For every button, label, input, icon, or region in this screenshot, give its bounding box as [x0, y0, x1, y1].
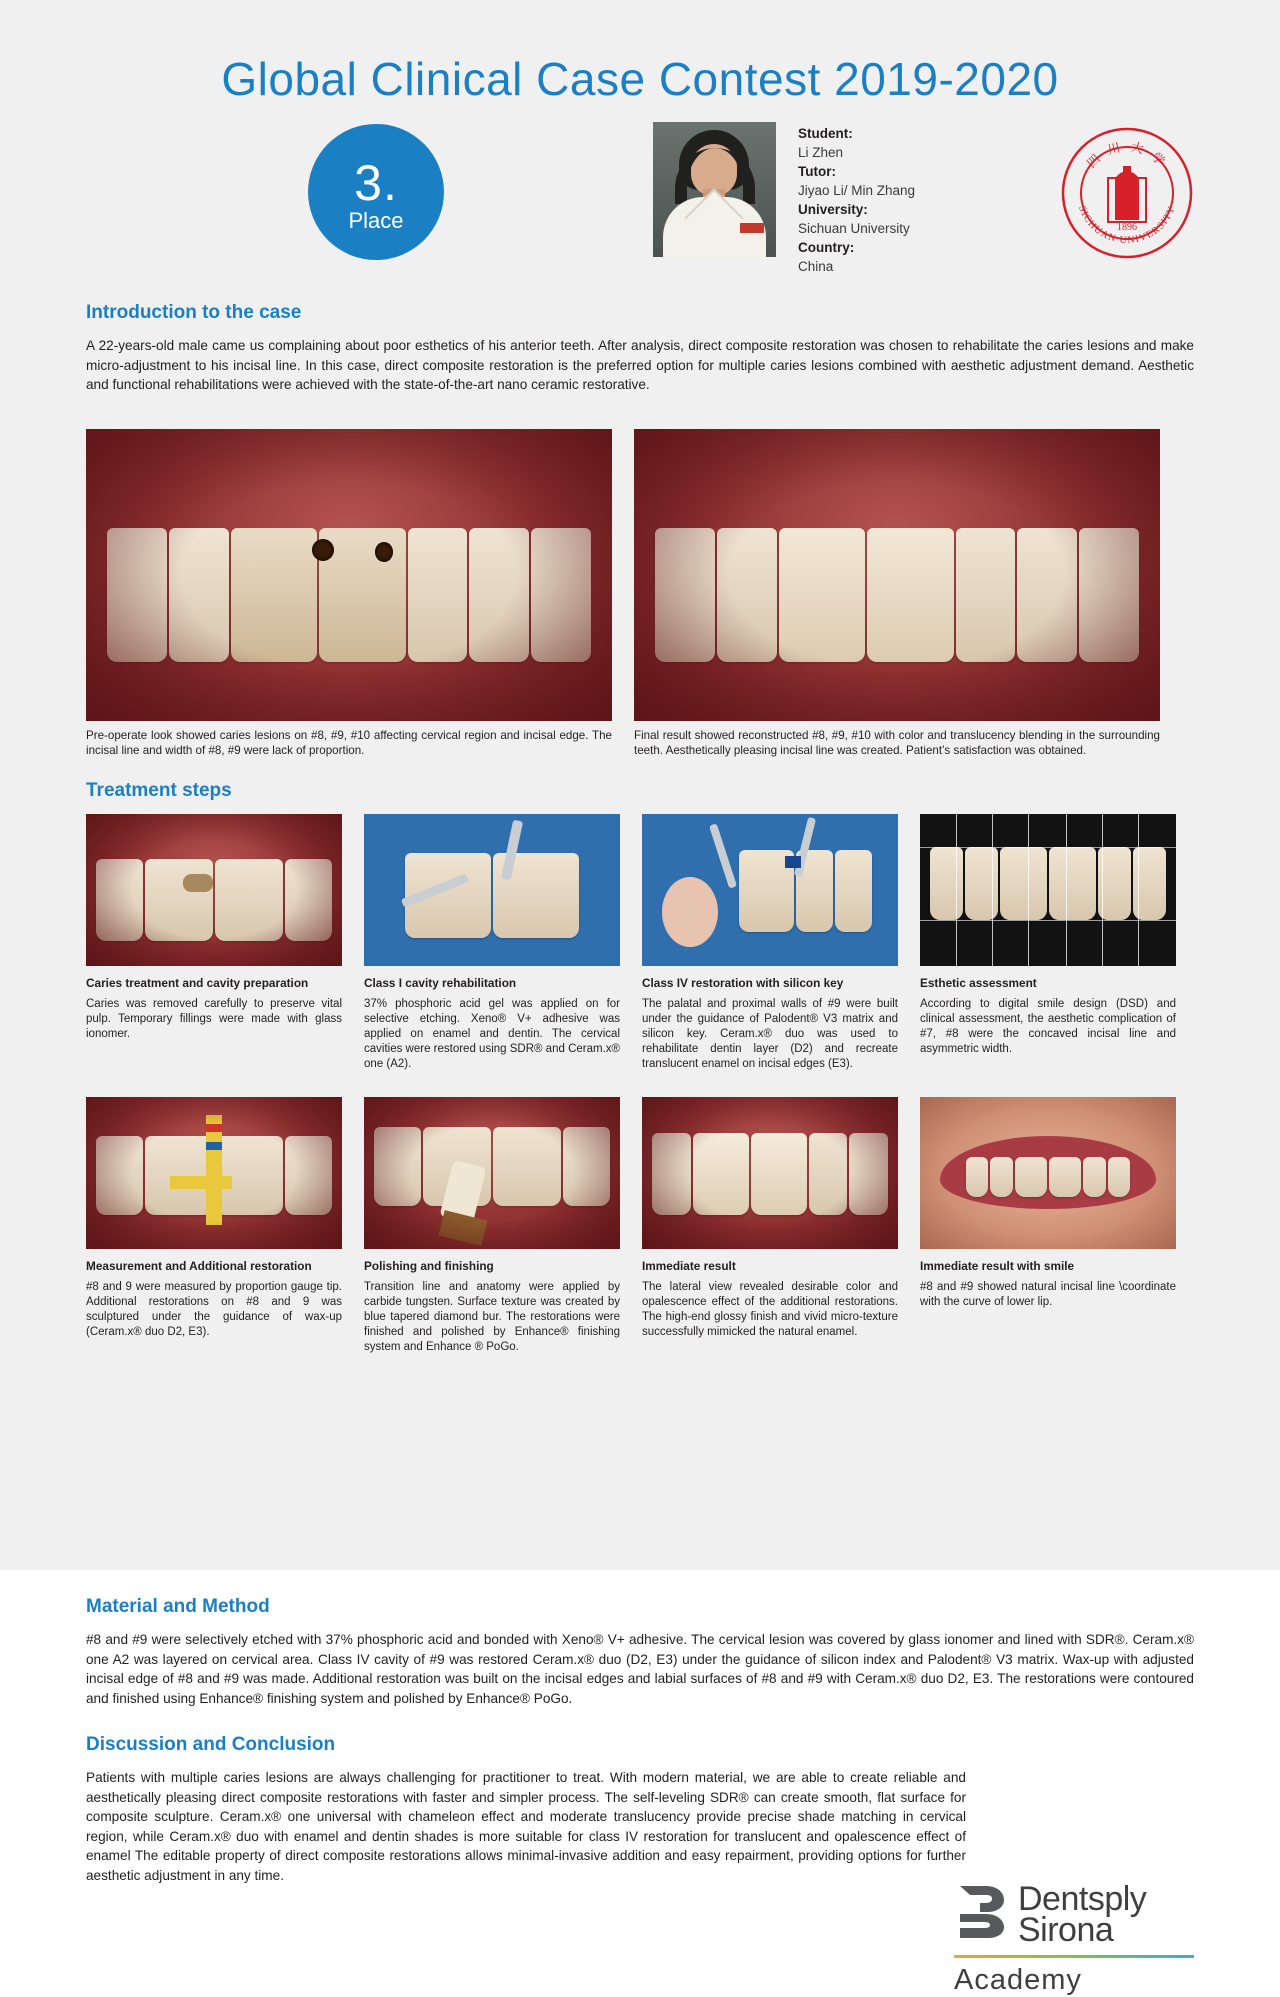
- final-result-photo: [634, 429, 1160, 721]
- student-label: Student:: [798, 126, 853, 141]
- university-name: Sichuan University: [798, 221, 910, 236]
- pre-operative-photo: [86, 429, 612, 721]
- final-result-caption: Final result showed reconstructed #8, #9, #10 with color and translucency blending in the surrounding teeth. Aesthetically pleasing incisal line was created. Patient’s satisfaction was obtained.: [634, 728, 1160, 757]
- step-title: Measurement and Additional restoration: [86, 1258, 312, 1273]
- dentsply-mark-icon: [954, 1884, 1008, 1940]
- step-text: Caries was removed carefully to preserve vital pulp. Temporary fillings were made with glass ionomer.: [86, 997, 342, 1040]
- step-card: [642, 814, 898, 1073]
- sichuan-university-logo: [1060, 126, 1194, 260]
- step-photo-class-i: [364, 814, 620, 966]
- discussion-heading: Discussion and Conclusion: [86, 1734, 336, 1755]
- page-title: Global Clinical Case Contest 2019-2020: [221, 53, 1059, 105]
- step-text: 37% phosphoric acid gel was applied on for selective etching. Xeno® V+ adhesive was applied on enamel and dentin. The cervical cavities were restored using SDR® and Ceram.x® one (A2).: [364, 997, 620, 1071]
- dentsply-sirona-academy-logo: [954, 1880, 1194, 1997]
- step-photo-measurement: [86, 1097, 342, 1249]
- introduction-heading: Introduction to the case: [86, 302, 302, 323]
- brand-divider: [954, 1955, 1194, 1958]
- dsd-grid-overlay: [920, 814, 1176, 966]
- brand-line-1: Dentsply: [1018, 1880, 1147, 1918]
- step-text: According to digital smile design (DSD) and clinical assessment, the aesthetic complication of #7, #8 were the concaved incisal line and asymmetric width.: [920, 997, 1176, 1056]
- student-meta: [798, 124, 915, 276]
- step-card: [920, 1097, 1176, 1356]
- step-photo-smile: [920, 1097, 1176, 1249]
- step-title: Esthetic assessment: [920, 975, 1037, 990]
- step-card: [364, 814, 620, 1073]
- brand-line-2: Sirona: [1018, 1911, 1114, 1949]
- svg-text:1896: 1896: [1117, 222, 1137, 233]
- brand-academy: Academy: [954, 1964, 1082, 1996]
- step-text: Transition line and anatomy were applied by carbide tungsten. Surface texture was created by blue tapered diamond bur. The restorations were finished and polished by Enhance® finishing system and Enhance ® PoGo.: [364, 1280, 620, 1354]
- step-card: [364, 1097, 620, 1356]
- header-band: [86, 116, 1194, 294]
- step-card: [86, 1097, 342, 1356]
- material-heading: Material and Method: [86, 1596, 270, 1617]
- bottom-section: [0, 1570, 1280, 1996]
- overview-photos: [86, 429, 1194, 758]
- step-title: Immediate result with smile: [920, 1258, 1075, 1273]
- treatment-steps-row-2: [86, 1097, 1194, 1356]
- step-card: [86, 814, 342, 1073]
- pre-operative-caption: Pre-operate look showed caries lesions on #8, #9, #10 affecting cervical region and incisal edge. The incisal line and width of #8, #9 were lack of proportion.: [86, 728, 612, 757]
- introduction-section: [86, 302, 1194, 1356]
- final-result-block: [634, 429, 1160, 758]
- step-title: Class I cavity rehabilitation: [364, 975, 517, 990]
- university-label: University:: [798, 202, 868, 217]
- step-photo-polishing: [364, 1097, 620, 1249]
- step-title: Polishing and finishing: [364, 1258, 494, 1273]
- pre-operative-block: [86, 429, 612, 758]
- introduction-text: A 22-years-old male came us complaining about poor esthetics of his anterior teeth. After analysis, direct composite restoration was chosen to rehabilitate the caries lesions and make micro-adjustment to his incisal line. In this case, direct composite restoration is the preferred option for multiple caries lesions combined with aesthetic adjustment demand. Aesthetic and functional rehabilitations were achieved with the state-of-the-art nano ceramic restorative.: [86, 338, 1194, 392]
- tutor-name: Jiyao Li/ Min Zhang: [798, 183, 916, 198]
- country-label: Country:: [798, 240, 855, 255]
- student-name: Li Zhen: [798, 145, 844, 160]
- step-photo-esthetic-assessment: [920, 814, 1176, 966]
- step-title: Class IV restoration with silicon key: [642, 975, 844, 990]
- treatment-steps-row-1: [86, 814, 1194, 1073]
- place-number: 3.: [354, 155, 398, 211]
- step-card: [642, 1097, 898, 1356]
- svg-text:SICHUAN UNIVERSITY: SICHUAN UNIVERSITY: [1076, 204, 1178, 247]
- tutor-label: Tutor:: [798, 164, 836, 179]
- place-badge: [308, 124, 444, 260]
- step-title: Immediate result: [642, 1258, 736, 1273]
- country-name: China: [798, 259, 834, 274]
- step-text: The palatal and proximal walls of #9 were built under the guidance of Palodent® V3 matrix and silicon key. Ceram.x® duo was used to rehabilitate dentin layer (D2) and recreate translucent enamel on incisal edges (E3).: [642, 997, 898, 1071]
- svg-text:四 川 大 学: 四 川 大 学: [1084, 139, 1170, 171]
- step-photo-caries-prep: [86, 814, 342, 966]
- treatment-heading: Treatment steps: [86, 779, 232, 801]
- material-text: #8 and #9 were selectively etched with 37% phosphoric acid and bonded with Xeno® V+ adhesive. The cervical lesion was covered by glass ionomer and lined with SDR®. Ceram.x® one A2 was layered on cervical area. Class IV cavity of #9 was restored Ceram.x® duo (D2, E3) under the guidance of silicon index and Palodent® V3 matrix. Wax-up with adjusted incisal edge of #8 and #9 was made. Additional restoration was built on the incisal edges and labial surfaces of #8 and #9 with Ceram.x® duo D2, E3. The restorations were contoured and finished using Enhance® finishing system and polished by Enhance® PoGo.: [86, 1632, 1194, 1706]
- place-label: Place: [348, 208, 404, 233]
- discussion-text: Patients with multiple caries lesions are always challenging for practitioner to treat. With modern material, we are able to create reliable and aesthetically pleasing direct composite restorations with faster and simpler process. The self-leveling SDR® can create smooth, flat surface for composite sculpture. Ceram.x® one universal with chameleon effect and moderate translucency provide precise shade matching in cervical region, while Ceram.x® duo with enamel and dentin shades is more suitable for class IV restoration for translucent and opalescence effect of enamel The editable property of direct composite restorations allows minimal-invasive addition and easy repairment, providing options for further aesthetic adjustment in any time.: [86, 1770, 966, 1883]
- step-photo-class-iv: [642, 814, 898, 966]
- step-text: #8 and 9 were measured by proportion gauge tip. Additional restorations on #8 and 9 was sculptured under the guidance of wax-up (Ceram.x® duo D2, E3).: [86, 1280, 342, 1339]
- step-photo-immediate-result: [642, 1097, 898, 1249]
- step-text: The lateral view revealed desirable color and opalescence effect of the additional restorations. The high-end glossy finish and vivid micro-texture successfully mimicked the natural enamel.: [642, 1280, 898, 1339]
- step-title: Caries treatment and cavity preparation: [86, 975, 309, 990]
- step-text: #8 and #9 showed natural incisal line \coordinate with the curve of lower lip.: [920, 1280, 1176, 1308]
- student-portrait: [653, 122, 776, 257]
- step-card: [920, 814, 1176, 1073]
